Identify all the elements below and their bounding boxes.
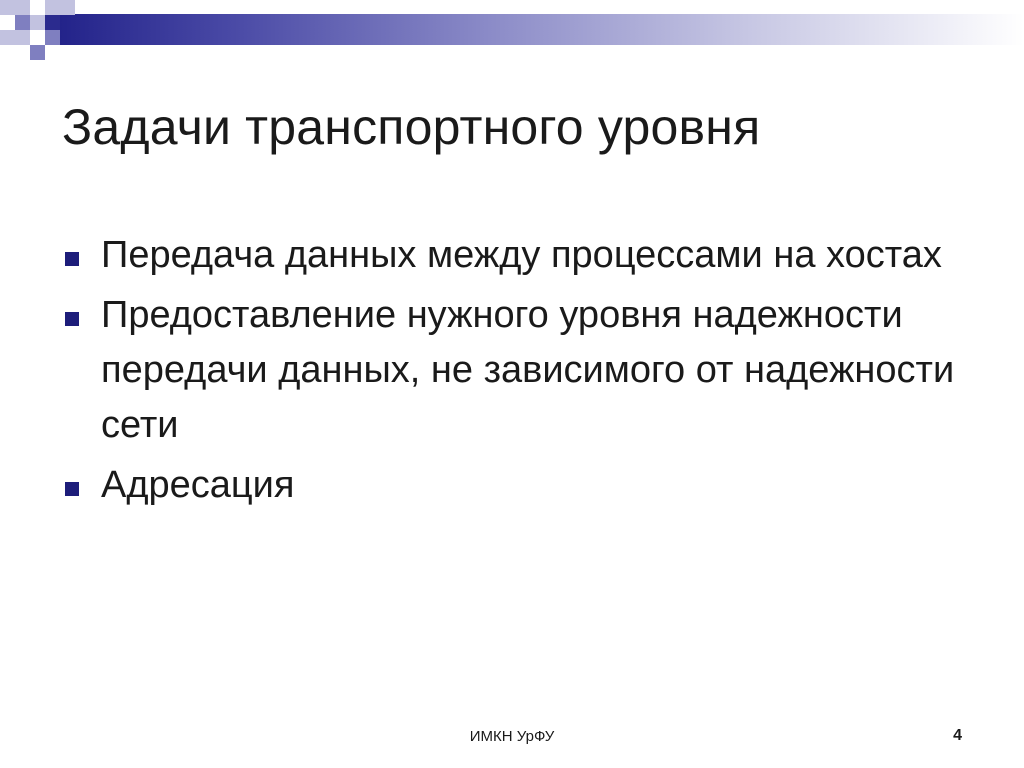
bullet-text: Передача данных между процессами на хостах xyxy=(101,234,942,276)
decor-square xyxy=(30,45,45,60)
decor-square xyxy=(30,15,45,30)
decor-square xyxy=(15,15,30,30)
gradient-bar xyxy=(60,14,1024,45)
bullet-text: Предоставление нужного уровня надежности передачи данных, не зависимого от надежности сети xyxy=(101,294,955,446)
list-item xyxy=(64,288,964,453)
page-number: 4 xyxy=(953,727,962,744)
square-bullet-icon xyxy=(65,482,79,496)
decor-square xyxy=(15,0,30,15)
decor-square xyxy=(45,30,60,45)
slide-title: Задачи транспортного уровня xyxy=(62,99,761,155)
decor-square xyxy=(45,15,60,30)
list-item xyxy=(64,228,964,283)
bullet-list xyxy=(64,228,964,518)
square-bullet-icon xyxy=(65,312,79,326)
header-decoration xyxy=(0,0,1024,60)
decor-square xyxy=(0,30,15,45)
decor-square xyxy=(45,0,60,15)
list-item xyxy=(64,458,964,513)
decor-square xyxy=(15,30,30,45)
square-bullet-icon xyxy=(65,252,79,266)
footer-label: ИМКН УрФУ xyxy=(469,728,555,745)
decor-square xyxy=(0,0,15,15)
decor-square xyxy=(60,0,75,15)
bullet-text: Адресация xyxy=(101,464,295,506)
